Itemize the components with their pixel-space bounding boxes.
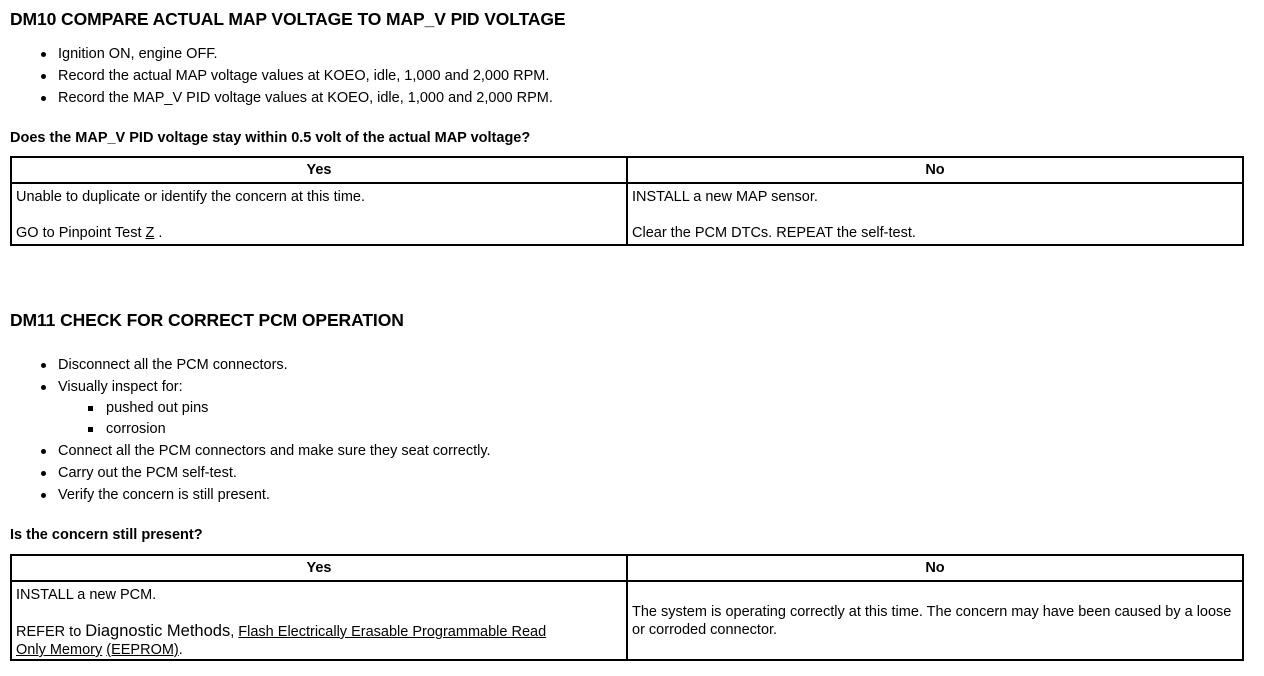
diagnostic-methods-text: Diagnostic Methods — [85, 622, 231, 640]
dm11-sub-step: pushed out pins — [106, 398, 491, 419]
dm10-yes-header: Yes — [11, 157, 627, 183]
dm10-steps — [58, 43, 553, 109]
dm10-step: Record the actual MAP voltage values at KOEO, idle, 1,000 and 2,000 RPM. — [58, 65, 553, 87]
dm10-step: Ignition ON, engine OFF. — [58, 43, 553, 65]
dm10-goto-suffix: . — [154, 225, 163, 241]
dm10-no-header: No — [627, 157, 1243, 183]
dm11-yes-line1: INSTALL a new PCM. — [16, 587, 157, 603]
dm10-yes-line1: Unable to duplicate or identify the concern at this time. — [16, 189, 365, 205]
dm10-yes-line2 — [16, 224, 622, 242]
eeprom-link[interactable]: (EEPROM) — [106, 642, 179, 658]
dm11-step: Carry out the PCM self-test. — [58, 462, 491, 484]
pinpoint-test-z-link[interactable]: Z — [145, 225, 155, 241]
dm10-no-line2: Clear the PCM DTCs. REPEAT the self-test. — [632, 225, 916, 241]
dm11-no-header: No — [627, 555, 1243, 581]
dm11-step: Verify the concern is still present. — [58, 484, 491, 506]
dm11-step-inspect — [58, 376, 491, 440]
dm11-no-cell — [627, 581, 1243, 660]
dm11-step: Connect all the PCM connectors and make sure they seat correctly. — [58, 440, 491, 462]
dm11-result-table — [10, 554, 1244, 661]
dm11-question: Is the concern still present? — [10, 527, 203, 543]
dm11-no-text: The system is operating correctly at this time. The concern may have been caused by a loose or corroded connector. — [632, 603, 1232, 638]
dm11-title: DM11 CHECK FOR CORRECT PCM OPERATION — [10, 310, 404, 330]
dm11-step-inspect-label: Visually inspect for: — [58, 379, 183, 395]
dm10-goto-text: GO to Pinpoint Test — [16, 225, 146, 241]
dm10-no-cell — [627, 183, 1243, 245]
flash-eeprom-link[interactable]: Flash Electrically Erasable Programmable Read — [238, 624, 547, 640]
dm10-yes-cell — [11, 183, 627, 245]
dm11-steps — [58, 354, 491, 506]
dm11-sub-step: corrosion — [106, 419, 491, 440]
dm10-question: Does the MAP_V PID voltage stay within 0.5 volt of the actual MAP voltage? — [10, 130, 531, 146]
dm10-result-table — [10, 156, 1244, 246]
refer-period: . — [178, 642, 183, 658]
flash-eeprom-link-cont[interactable]: Only Memory — [16, 642, 103, 658]
dm11-yes-cell — [11, 581, 627, 660]
refer-text: REFER to — [16, 624, 86, 640]
dm11-yes-refer — [16, 622, 622, 659]
dm10-step: Record the MAP_V PID voltage values at KOEO, idle, 1,000 and 2,000 RPM. — [58, 87, 553, 109]
refer-comma: , — [230, 624, 239, 640]
dm11-step: Disconnect all the PCM connectors. — [58, 354, 491, 376]
dm11-sub-steps — [58, 398, 491, 440]
dm10-title: DM10 COMPARE ACTUAL MAP VOLTAGE TO MAP_V PID VOLTAGE — [10, 9, 566, 29]
dm11-yes-header: Yes — [11, 555, 627, 581]
dm10-no-line1: INSTALL a new MAP sensor. — [632, 189, 818, 205]
